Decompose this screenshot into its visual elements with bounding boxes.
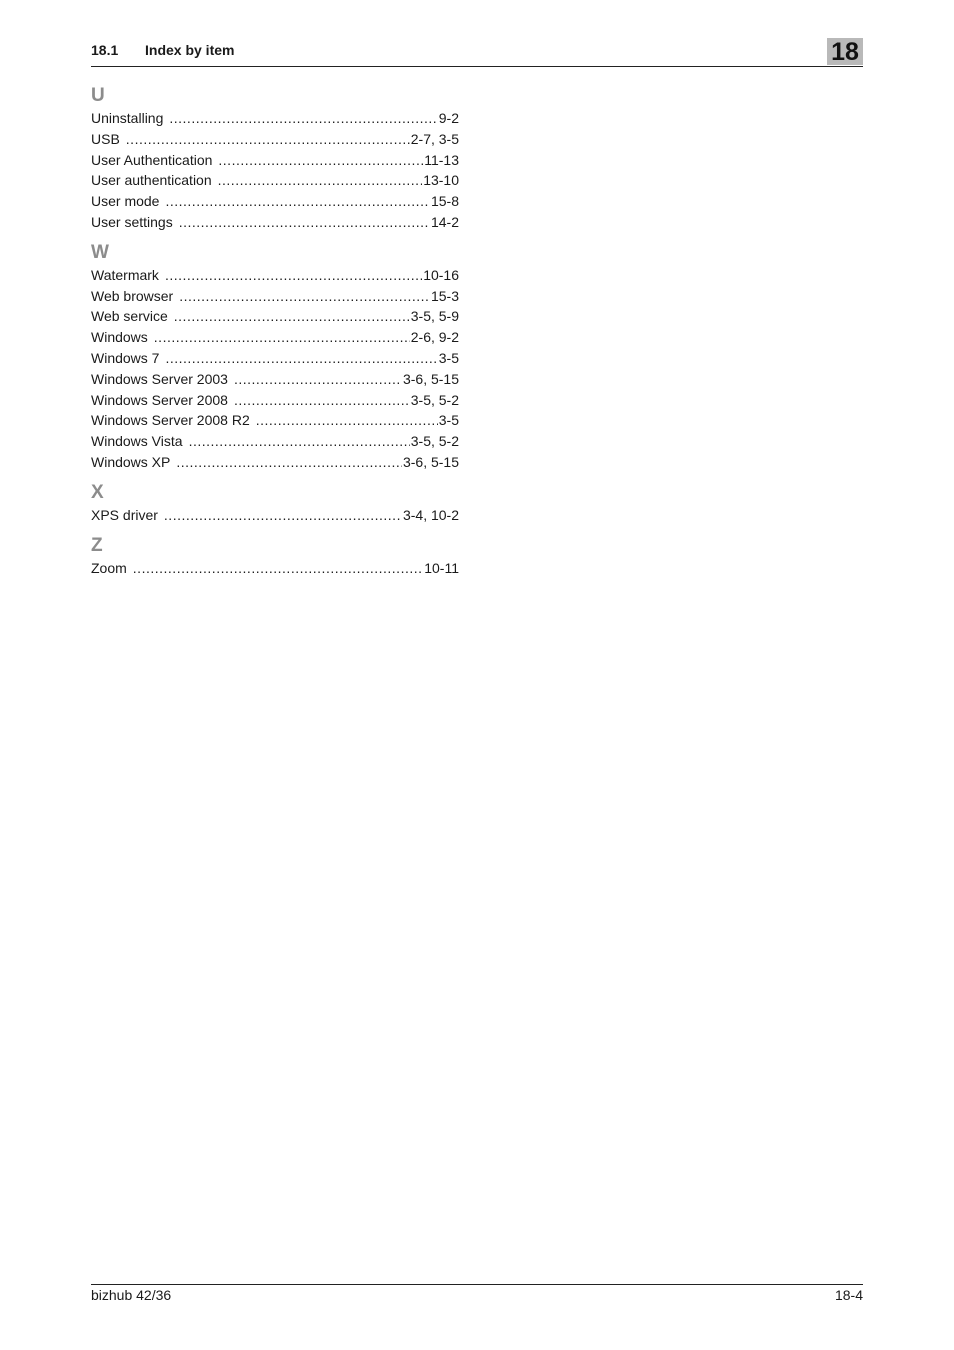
entry-term: Windows [91,329,148,346]
index-entry[interactable] [91,369,459,390]
index-entry[interactable] [91,505,459,526]
entry-pages[interactable]: 13-10 [423,172,459,189]
entry-pages[interactable]: 11-13 [424,151,459,168]
entry-term: Windows Server 2008 [91,391,228,408]
dot-leader [189,431,410,452]
dot-leader [218,170,423,191]
index-entry[interactable] [91,558,459,579]
entry-pages[interactable]: 3-4, 10-2 [402,506,459,523]
entry-pages[interactable]: 10-11 [424,559,459,576]
entry-term: Windows Server 2008 R2 [91,412,250,429]
dot-leader [234,390,410,411]
group-letter: W [91,241,109,263]
dot-leader [174,306,410,327]
index-entry[interactable] [91,390,459,411]
entry-pages[interactable]: 15-8 [430,193,459,210]
index-entry[interactable] [91,327,459,348]
entry-term: Uninstalling [91,110,164,126]
entry-term: Zoom [91,559,127,576]
index-entry[interactable] [91,170,459,191]
index-group [91,534,459,579]
dot-leader [126,129,410,150]
index-entry[interactable] [91,212,459,233]
page-footer [91,1284,863,1309]
index-entry[interactable] [91,108,459,129]
index-entry[interactable] [91,286,459,307]
entry-term: User authentication [91,172,212,189]
index-entry[interactable] [91,410,459,431]
dot-leader [165,265,422,286]
entry-term: USB [91,130,120,147]
dot-leader [169,108,437,129]
entry-term: Watermark [91,266,159,283]
section-number: 18.1 [91,42,119,58]
index-entry[interactable] [91,129,459,150]
entry-pages[interactable]: 15-3 [430,287,459,304]
group-letter: Z [91,534,103,556]
entry-pages[interactable]: 3-5 [438,349,459,366]
dot-leader [165,348,437,369]
index-entry[interactable] [91,452,459,473]
entry-term: Windows 7 [91,349,160,366]
entry-pages[interactable]: 3-5, 5-2 [410,433,459,450]
entry-term: Windows XP [91,453,171,470]
index-group [91,84,459,233]
entry-pages[interactable]: 9-2 [438,110,459,126]
dot-leader [179,286,430,307]
dot-leader [179,212,430,233]
dot-leader [154,327,410,348]
dot-leader [164,505,402,526]
entry-term: Web browser [91,287,174,304]
entry-term: User settings [91,213,173,230]
index-entry[interactable] [91,191,459,212]
index-entry[interactable] [91,265,459,286]
entry-pages[interactable]: 2-7, 3-5 [410,130,459,147]
index-column [91,84,459,586]
index-group [91,241,459,473]
entry-term: Windows Server 2003 [91,370,228,387]
entry-pages[interactable]: 3-5 [438,412,459,429]
dot-leader [133,558,423,579]
dot-leader [218,150,423,171]
entry-pages[interactable]: 3-6, 5-15 [402,370,459,387]
entry-pages[interactable]: 2-6, 9-2 [410,329,459,346]
dot-leader [176,452,402,473]
entry-term: User mode [91,193,160,210]
entry-pages[interactable]: 14-2 [430,213,459,230]
entry-term: Windows Vista [91,433,183,450]
dot-leader [234,369,402,390]
entry-pages[interactable]: 10-16 [423,266,459,283]
entry-pages[interactable]: 3-5, 5-9 [410,308,459,325]
dot-leader [165,191,430,212]
entry-term: XPS driver [91,506,158,523]
chapter-badge: 18 [827,38,863,65]
entry-term: User Authentication [91,151,213,168]
dot-leader [256,410,438,431]
index-entry[interactable] [91,431,459,452]
entry-term: Web service [91,308,168,325]
page-number: 18-4 [834,1287,863,1303]
entry-pages[interactable]: 3-5, 5-2 [410,391,459,408]
group-letter: X [91,481,104,503]
index-entry[interactable] [91,150,459,171]
entry-pages[interactable]: 3-6, 5-15 [402,453,459,470]
group-letter: U [91,85,105,106]
index-group [91,481,459,526]
index-entry[interactable] [91,306,459,327]
page-header [91,38,863,67]
product-name: bizhub 42/36 [91,1287,172,1303]
section-title: Index by item [145,42,235,58]
index-entry[interactable] [91,348,459,369]
